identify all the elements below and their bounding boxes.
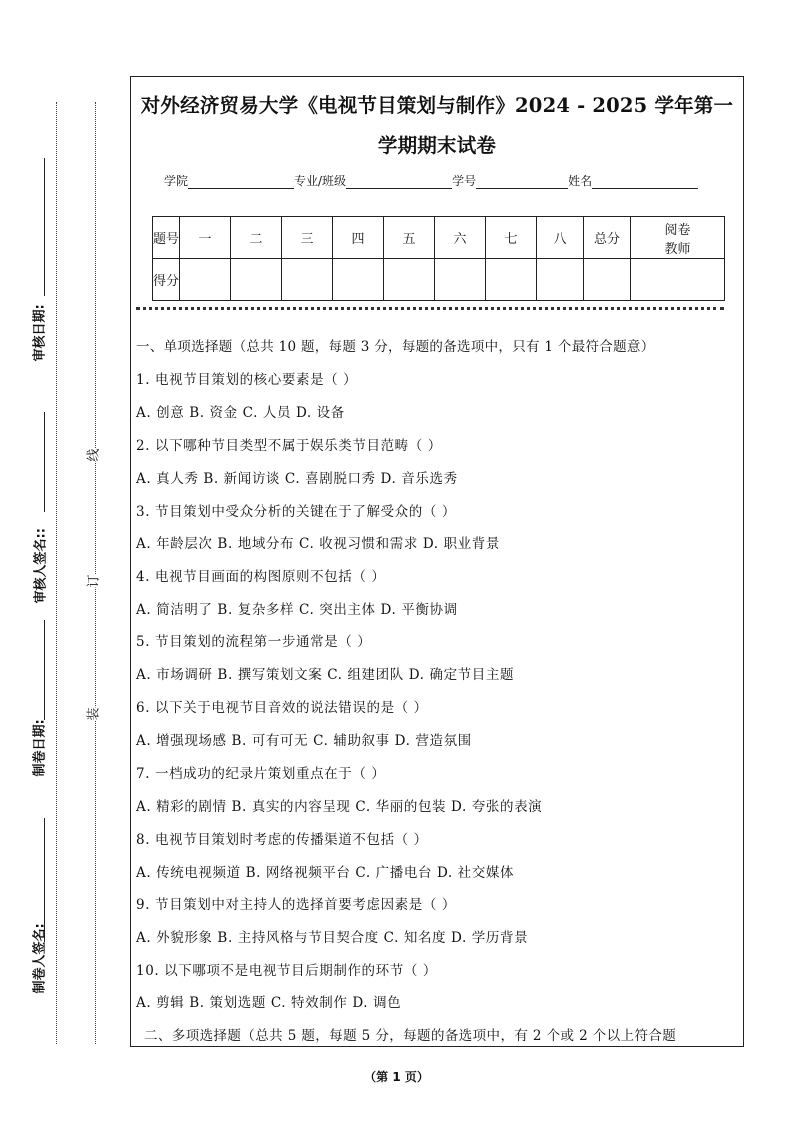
- score-col-3: 三: [282, 217, 333, 259]
- score-table-row1-head: 题号: [153, 217, 180, 259]
- score-cell[interactable]: [486, 259, 537, 301]
- question-2: 2. 以下哪种节目类型不属于娱乐类节目范畴（ ）: [136, 438, 442, 454]
- student-id-field[interactable]: [476, 176, 568, 189]
- score-cell[interactable]: [631, 259, 725, 301]
- question-4: 4. 电视节目画面的构图原则不包括（ ）: [136, 569, 386, 585]
- options-6: A. 增强现场感 B. 可有可无 C. 辅助叙事 D. 营造氛围: [136, 733, 472, 749]
- college-field[interactable]: [188, 176, 294, 189]
- section1-heading: 一、单项选择题（总共 10 题，每题 3 分，每题的备选项中，只有 1 个最符合题意）: [136, 339, 655, 355]
- options-10: A. 剪辑 B. 策划选题 C. 特效制作 D. 调色: [136, 995, 402, 1011]
- maker-date-label: 制卷日期:: [32, 719, 48, 777]
- score-cell[interactable]: [584, 259, 631, 301]
- score-table-row2-head: 得分: [153, 259, 180, 301]
- question-9: 9. 节目策划中对主持人的选择首要考虑因素是（ ）: [136, 897, 456, 913]
- score-cell[interactable]: [180, 259, 231, 301]
- options-8: A. 传统电视频道 B. 网络视频平台 C. 广播电台 D. 社交媒体: [136, 865, 515, 881]
- binding-line-char: 线: [86, 448, 102, 462]
- score-col-4: 四: [333, 217, 384, 259]
- score-cell[interactable]: [537, 259, 584, 301]
- options-3: A. 年龄层次 B. 地域分布 C. 收视习惯和需求 D. 职业背景: [136, 536, 500, 552]
- college-label: 学院: [164, 174, 189, 188]
- question-3: 3. 节目策划中受众分析的关键在于了解受众的（ ）: [136, 504, 456, 520]
- score-col-grader: 阅卷教师: [631, 217, 725, 259]
- question-8: 8. 电视节目策划时考虑的传播渠道不包括（ ）: [136, 832, 428, 848]
- left-dotted-line: [56, 102, 57, 1044]
- question-1: 1. 电视节目策划的核心要素是（ ）: [136, 372, 358, 388]
- options-4: A. 简洁明了 B. 复杂多样 C. 突出主体 D. 平衡协调: [136, 602, 458, 618]
- student-id-label: 学号: [452, 174, 477, 188]
- review-date-underline: [44, 158, 45, 296]
- score-cell[interactable]: [333, 259, 384, 301]
- exam-title-line2: 学期期末试卷: [377, 134, 497, 157]
- reviewer-sign-underline: [44, 412, 45, 512]
- options-1: A. 创意 B. 资金 C. 人员 D. 设备: [136, 405, 345, 421]
- binding-ding-char: 订: [86, 574, 102, 588]
- options-9: A. 外貌形象 B. 主持风格与节目契合度 C. 知名度 D. 学历背景: [136, 930, 529, 946]
- score-col-7: 七: [486, 217, 537, 259]
- options-5: A. 市场调研 B. 撰写策划文案 C. 组建团队 D. 确定节目主题: [136, 667, 515, 683]
- major-field[interactable]: [346, 176, 452, 189]
- name-field[interactable]: [592, 176, 698, 189]
- review-date-label: 审核日期:: [32, 304, 48, 362]
- score-col-6: 六: [435, 217, 486, 259]
- question-6: 6. 以下关于电视节目音效的说法错误的是（ ）: [136, 700, 428, 716]
- question-5: 5. 节目策划的流程第一步通常是（ ）: [136, 634, 372, 650]
- score-col-8: 八: [537, 217, 584, 259]
- name-label: 姓名: [568, 174, 593, 188]
- page-number: （第 1 页）: [364, 1070, 429, 1084]
- reviewer-sign-label: 审核人签名::: [33, 528, 49, 604]
- question-10: 10. 以下哪项不是电视节目后期制作的环节（ ）: [136, 963, 437, 979]
- score-cell[interactable]: [435, 259, 486, 301]
- student-info-row: [164, 172, 698, 189]
- dotted-separator: [136, 307, 724, 310]
- binding-zhuang-char: 装: [86, 707, 102, 721]
- binding-dotted-line: [95, 102, 96, 1044]
- maker-date-underline: [44, 620, 45, 720]
- score-col-total: 总分: [584, 217, 631, 259]
- maker-sign-label: 制卷人签名:: [32, 923, 48, 994]
- score-col-1: 一: [180, 217, 231, 259]
- score-cell[interactable]: [282, 259, 333, 301]
- major-label: 专业/班级: [294, 174, 347, 188]
- exam-title-line1: 对外经济贸易大学《电视节目策划与制作》2024 - 2025 学年第一: [140, 94, 734, 117]
- score-table: [152, 216, 725, 301]
- score-cell[interactable]: [384, 259, 435, 301]
- options-2: A. 真人秀 B. 新闻访谈 C. 喜剧脱口秀 D. 音乐选秀: [136, 471, 458, 487]
- score-col-5: 五: [384, 217, 435, 259]
- section2-heading: 二、多项选择题（总共 5 题，每题 5 分，每题的备选项中，有 2 个或 2 个以上符合题: [144, 1028, 677, 1044]
- options-7: A. 精彩的剧情 B. 真实的内容呈现 C. 华丽的包装 D. 夸张的表演: [136, 799, 543, 815]
- score-cell[interactable]: [231, 259, 282, 301]
- question-7: 7. 一档成功的纪录片策划重点在于（ ）: [136, 766, 386, 782]
- score-col-2: 二: [231, 217, 282, 259]
